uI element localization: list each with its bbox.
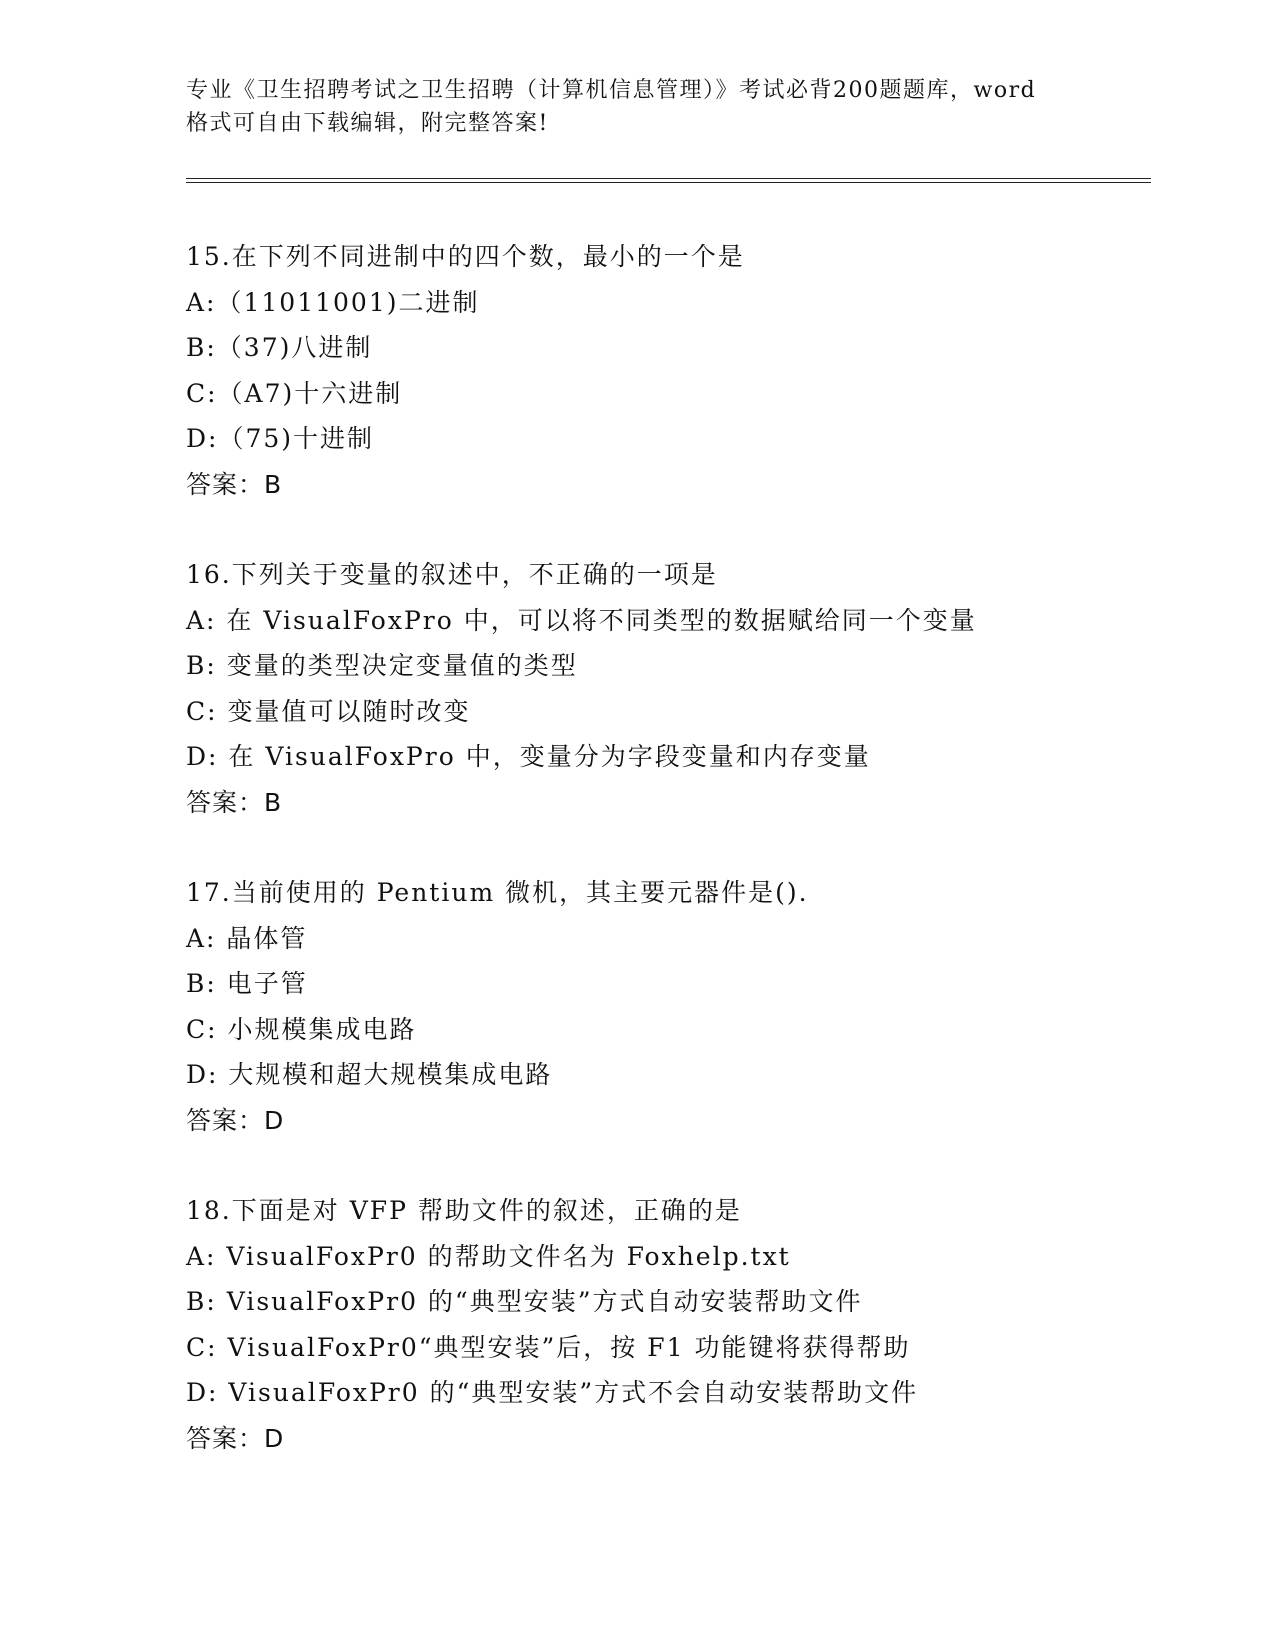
- option-c: C: 小规模集成电路: [186, 1014, 417, 1044]
- answer-line: 答案：B: [186, 787, 283, 817]
- option-c: C:（A7)十六进制: [186, 378, 403, 408]
- option-d: D:（75)十进制: [186, 424, 375, 453]
- header-title-line-2: 格式可自由下载编辑，附完整答案!: [186, 111, 549, 136]
- header-title-line-1: 专业《卫生招聘考试之卫生招聘（计算机信息管理）》考试必背200题题库，word: [186, 78, 1037, 103]
- option-c: C: VisualFoxPr0“典型安装”后，按 F1 功能键将获得帮助: [186, 1332, 911, 1362]
- option-d: D: 大规模和超大规模集成电路: [186, 1060, 553, 1089]
- question-stem: 16.下列关于变量的叙述中，不正确的一项是: [186, 560, 718, 589]
- question-16: [186, 552, 1146, 825]
- question-18: [186, 1188, 1146, 1461]
- option-d: D: 在 VisualFoxPro 中，变量分为字段变量和内存变量: [186, 742, 871, 771]
- option-a: A: VisualFoxPr0 的帮助文件名为 Foxhelp.txt: [186, 1241, 791, 1271]
- header-divider-bottom: [186, 182, 1151, 183]
- option-a: A: 在 VisualFoxPro 中，可以将不同类型的数据赋给同一个变量: [186, 605, 977, 635]
- question-stem: 18.下面是对 VFP 帮助文件的叙述，正确的是: [186, 1196, 742, 1225]
- question-17: [186, 870, 1146, 1143]
- option-b: B: 变量的类型决定变量值的类型: [186, 651, 578, 680]
- question-stem: 17.当前使用的 Pentium 微机，其主要元器件是().: [186, 878, 809, 907]
- document-header: [186, 74, 1096, 140]
- answer-line: 答案：D: [186, 1423, 285, 1453]
- question-15: [186, 234, 1146, 507]
- option-d: D: VisualFoxPr0 的“典型安装”方式不会自动安装帮助文件: [186, 1378, 919, 1407]
- option-b: B: VisualFoxPr0 的“典型安装”方式自动安装帮助文件: [186, 1287, 863, 1316]
- answer-line: 答案：D: [186, 1105, 285, 1135]
- option-b: B:（37)八进制: [186, 333, 373, 362]
- header-divider-top: [186, 178, 1151, 179]
- question-stem: 15.在下列不同进制中的四个数，最小的一个是: [186, 242, 745, 271]
- question-list: [186, 234, 1146, 1506]
- option-c: C: 变量值可以随时改变: [186, 696, 471, 726]
- option-a: A:（11011001)二进制: [186, 287, 480, 317]
- answer-line: 答案：B: [186, 469, 283, 499]
- option-b: B: 电子管: [186, 969, 308, 998]
- option-a: A: 晶体管: [186, 923, 308, 953]
